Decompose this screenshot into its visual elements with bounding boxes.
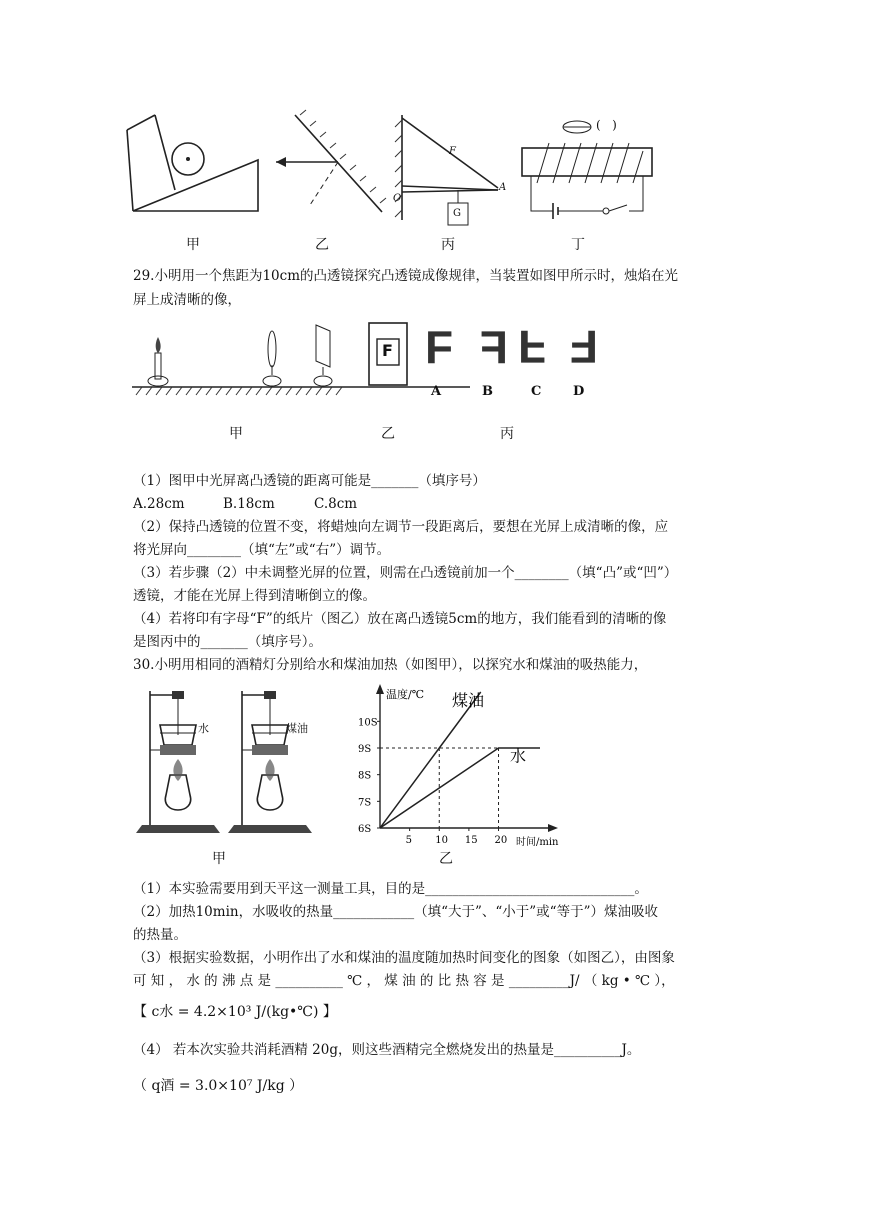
fig-heating-apparatus bbox=[130, 685, 350, 845]
q30-part3-line2: 可 知 ， 水 的 沸 点 是 __________ ℃ ， 煤 油 的 比 热 容 是 _________J/ （ kg • ℃ ）， bbox=[133, 973, 675, 989]
q30-part2-line1: （2）加热10min，水吸收的热量____________（填“大于”、“小于”或“等于”）煤油吸收 bbox=[133, 904, 658, 920]
option-a-glyph: F bbox=[425, 321, 454, 373]
q30-formula-c-water: 【 c水 = 4.2×10³ J/(kg•℃) 】 bbox=[133, 1004, 337, 1020]
point-a-label: A bbox=[499, 182, 507, 193]
series-line-kerosene bbox=[380, 692, 481, 828]
q30-part1: （1）本实验需要用到天平这一测量工具，目的是_______________________________。 bbox=[133, 881, 648, 897]
q29-intro-line2: 屏上成清晰的像， bbox=[133, 292, 241, 308]
q29-fig-label-bing: 丙 bbox=[500, 426, 514, 442]
q29-part2-line2: 将光屏向________（填“左”或“右”）调节。 bbox=[133, 542, 391, 558]
kerosene-beaker-label: 煤油 bbox=[286, 722, 308, 735]
q30-fig-label-jia: 甲 bbox=[212, 851, 226, 867]
q29-fig-label-yi: 乙 bbox=[381, 426, 395, 442]
q29-part3-line1: （3）若步骤（2）中未调整光屏的位置，则需在凸透镜前加一个________（填“凸”或“凹”） bbox=[133, 565, 678, 581]
q29-option-c: C.8cm bbox=[314, 496, 358, 512]
y-axis-arrow bbox=[376, 684, 384, 694]
q30-formula-q-alcohol: （ q酒 = 3.0×10⁷ J/kg ） bbox=[133, 1078, 304, 1094]
temperature-time-chart bbox=[350, 680, 570, 855]
q29-part4-line1: （4）若将印有字母“F”的纸片（图乙）放在离凸透镜5cm的地方，我们能看到的清晰的像 bbox=[133, 611, 667, 627]
y-tick-label: 8S bbox=[358, 770, 372, 782]
option-a-label: A bbox=[431, 384, 442, 399]
q29-option-a: A.28cm bbox=[133, 496, 185, 512]
q30-intro: 30.小明用相同的酒精灯分别给水和煤油加热（如图甲），以探究水和煤油的吸热能力， bbox=[133, 657, 648, 673]
fig-lever-wall bbox=[390, 110, 510, 240]
option-a-image bbox=[425, 322, 461, 372]
q29-fig-label-jia: 甲 bbox=[229, 426, 243, 442]
option-d-label: D bbox=[573, 384, 585, 399]
fig-solenoid-circuit bbox=[517, 115, 657, 215]
weight-g-label: G bbox=[453, 208, 461, 219]
option-c-image bbox=[518, 322, 554, 372]
fig-top-label-ding: 丁 bbox=[571, 237, 585, 253]
q29-intro-line1: 29.小明用一个焦距为10cm的凸透镜探究凸透镜成像规律，当装置如图甲所示时，烛焰在光 bbox=[133, 268, 679, 284]
fig-incline-ball bbox=[125, 110, 265, 215]
fig-top-label-yi: 乙 bbox=[315, 237, 329, 253]
y-axis-label: 温度/℃ bbox=[386, 688, 425, 701]
option-d-glyph: F bbox=[569, 321, 598, 373]
option-b-image bbox=[472, 322, 508, 372]
option-b-label: B bbox=[482, 384, 493, 399]
point-f-label: F bbox=[449, 146, 456, 157]
x-axis-label: 时间/min bbox=[516, 837, 559, 848]
q30-part3-line1: （3）根据实验数据，小明作出了水和煤油的温度随加热时间变化的图象（如图乙），由图象 bbox=[133, 950, 675, 966]
option-c-glyph: F bbox=[518, 321, 547, 373]
x-axis-arrow bbox=[548, 824, 558, 832]
x-tick-label: 20 bbox=[494, 835, 508, 846]
y-tick-label: 6S bbox=[358, 824, 372, 835]
option-b-glyph: F bbox=[479, 321, 508, 373]
option-c-label: C bbox=[531, 384, 542, 399]
q29-part1: （1）图甲中光屏离凸透镜的距离可能是_______（填序号） bbox=[133, 473, 486, 489]
x-tick-label: 15 bbox=[464, 835, 478, 846]
y-tick-label: 9S bbox=[358, 744, 372, 755]
x-tick-label: 10 bbox=[435, 835, 448, 846]
series-label-water: 水 bbox=[510, 746, 527, 766]
q29-part3-line2: 透镜，才能在光屏上得到清晰倒立的像。 bbox=[133, 588, 376, 604]
water-beaker-label: 水 bbox=[198, 722, 209, 735]
fig-top-label-bing: 丙 bbox=[441, 237, 455, 253]
q29-part4-line2: 是图丙中的_______（填序号）。 bbox=[133, 634, 322, 650]
q29-option-b: B.18cm bbox=[223, 496, 275, 512]
fig-mirror-reflection bbox=[270, 110, 390, 220]
point-o-label: O bbox=[393, 193, 402, 204]
q30-fig-label-yi: 乙 bbox=[439, 851, 453, 867]
card-f-letter: F bbox=[382, 341, 393, 360]
q30-part4: （4） 若本次实验共消耗酒精 20g，则这些酒精完全燃烧发出的热量是__________J。 bbox=[133, 1042, 641, 1058]
x-tick-label: 5 bbox=[405, 835, 413, 846]
y-tick-label: 7S bbox=[358, 797, 372, 809]
q29-part2-line1: （2）保持凸透镜的位置不变，将蜡烛向左调节一段距离后，要想在光屏上成清晰的像，应 bbox=[133, 519, 669, 535]
q30-part2-line2: 的热量。 bbox=[133, 927, 187, 943]
series-label-kerosene: 煤油 bbox=[452, 691, 485, 710]
y-tick-label: 10S bbox=[358, 717, 378, 729]
fig-top-label-jia: 甲 bbox=[186, 237, 200, 253]
bracket-blank: ( ) bbox=[596, 118, 617, 132]
option-d-image bbox=[562, 322, 598, 372]
